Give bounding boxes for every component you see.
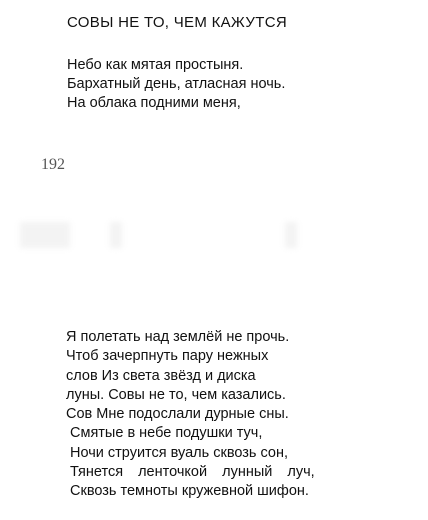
scan-smudge (285, 222, 297, 248)
poem-line: Чтоб зачерпнуть пару нежных (66, 348, 269, 365)
poem-line: Я полетать над землёй не прочь. (66, 329, 290, 345)
poem-line: луны. Совы не то, чем казались. (66, 386, 286, 403)
poem-line: Сквозь темноты кружевной шифон. (70, 483, 309, 500)
stanza-two (66, 328, 315, 502)
scan-smudge (110, 222, 122, 248)
stanza-one (67, 56, 285, 113)
poem-line: слов Из света звёзд и диска (66, 367, 256, 384)
poem-line: Смятые в небе подушки туч, (70, 425, 263, 442)
poem-line: Бархатный день, атласная ночь. (67, 76, 286, 92)
poem-line: Тянется ленточкой лунный луч, (70, 464, 315, 481)
poem-line: На облака подними меня, (67, 95, 241, 111)
poem-title: СОВЫ НЕ ТО, ЧЕМ КАЖУТСЯ (67, 14, 287, 31)
page-number: 192 (41, 156, 65, 173)
poem-line: Небо как мятая простыня. (67, 57, 244, 73)
poem-line: Ночи струится вуаль сквозь сон, (70, 444, 289, 461)
poem-line: Сов Мне подослали дурные сны. (66, 406, 289, 423)
scan-smudge (20, 222, 70, 248)
